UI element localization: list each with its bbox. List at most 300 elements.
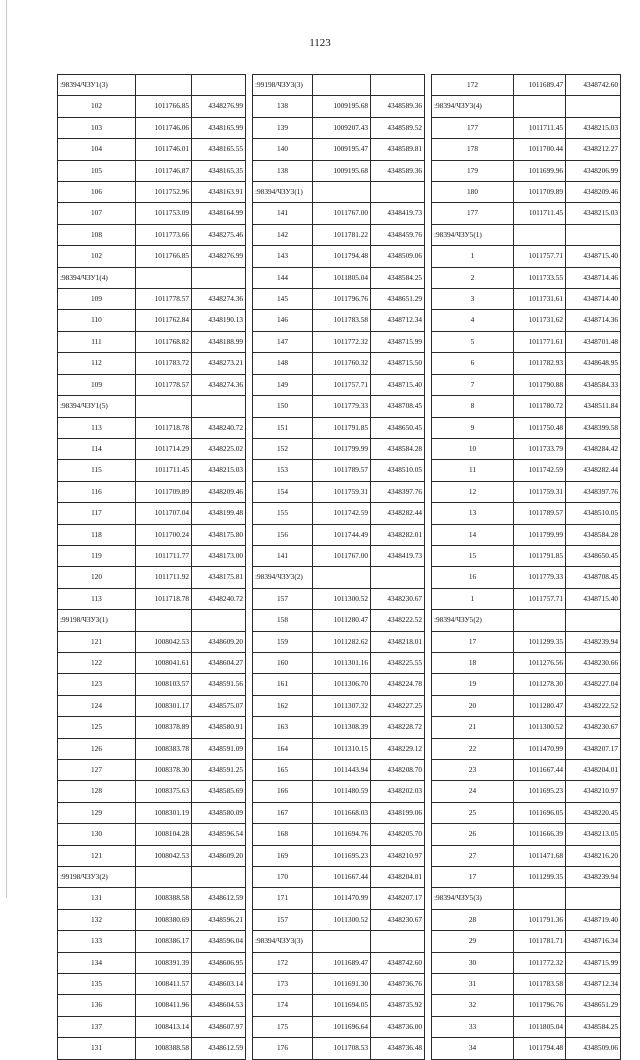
y-coordinate-cell: 4348701.48 [566, 331, 621, 352]
point-number-cell: 159 [253, 631, 313, 652]
y-coordinate-cell: 4348175.81 [192, 567, 246, 588]
y-coordinate-cell: 4348204.01 [566, 760, 621, 781]
point-number-cell: 148 [253, 353, 313, 374]
y-coordinate-cell: 4348165.35 [192, 160, 246, 181]
x-coordinate-cell: 1011746.01 [136, 139, 192, 160]
x-coordinate-cell: 1011789.57 [514, 503, 566, 524]
section-header-row [58, 267, 246, 288]
table-row [253, 888, 425, 909]
point-number-cell: 110 [58, 310, 136, 331]
table-row [58, 460, 246, 481]
point-number-cell: 163 [253, 717, 313, 738]
y-coordinate-cell: 4348240.72 [192, 588, 246, 609]
table-row [58, 1038, 246, 1059]
empty-cell [371, 75, 425, 96]
x-coordinate-cell: 1011759.31 [514, 481, 566, 502]
table-row [253, 139, 425, 160]
table-row [58, 374, 246, 395]
point-number-cell: 152 [253, 438, 313, 459]
empty-cell [566, 888, 621, 909]
table-row [432, 374, 621, 395]
point-number-cell: 175 [253, 1016, 313, 1037]
table-row [432, 760, 621, 781]
x-coordinate-cell: 1011790.88 [514, 374, 566, 395]
point-number-cell: 31 [432, 974, 514, 995]
x-coordinate-cell: 1008388.58 [136, 888, 192, 909]
table-row [432, 139, 621, 160]
x-coordinate-cell: 1011711.77 [136, 545, 192, 566]
point-number-cell: 179 [432, 160, 514, 181]
point-number-cell: 121 [58, 845, 136, 866]
y-coordinate-cell: 4348274.36 [192, 374, 246, 395]
x-coordinate-cell: 1011301.16 [313, 652, 371, 673]
x-coordinate-cell: 1011781.22 [313, 224, 371, 245]
table-row [253, 995, 425, 1016]
y-coordinate-cell: 4348173.00 [192, 545, 246, 566]
x-coordinate-cell: 1008391.39 [136, 952, 192, 973]
empty-cell [371, 567, 425, 588]
x-coordinate-cell: 1011791.85 [514, 545, 566, 566]
x-coordinate-cell: 1011744.49 [313, 524, 371, 545]
point-number-cell: 154 [253, 481, 313, 502]
y-coordinate-cell: 4348230.67 [371, 588, 425, 609]
x-coordinate-cell: 1011280.47 [514, 695, 566, 716]
point-number-cell: 149 [253, 374, 313, 395]
point-number-cell: 29 [432, 931, 514, 952]
table-row [58, 289, 246, 310]
table-row [432, 481, 621, 502]
x-coordinate-cell: 1011310.15 [313, 738, 371, 759]
y-coordinate-cell: 4348274.36 [192, 289, 246, 310]
point-number-cell: 108 [58, 224, 136, 245]
point-number-cell: 8 [432, 396, 514, 417]
y-coordinate-cell: 4348651.29 [566, 995, 621, 1016]
table-row [58, 931, 246, 952]
x-coordinate-cell: 1011757.71 [514, 588, 566, 609]
y-coordinate-cell: 4348609.20 [192, 631, 246, 652]
y-coordinate-cell: 4348276.99 [192, 96, 246, 117]
table-row [58, 974, 246, 995]
y-coordinate-cell: 4348210.97 [371, 845, 425, 866]
y-coordinate-cell: 4348604.53 [192, 995, 246, 1016]
empty-cell [136, 267, 192, 288]
table-row [432, 524, 621, 545]
point-number-cell: 156 [253, 524, 313, 545]
table-row [253, 289, 425, 310]
y-coordinate-cell: 4348591.56 [192, 674, 246, 695]
point-number-cell: 25 [432, 802, 514, 823]
y-coordinate-cell: 4348207.17 [371, 888, 425, 909]
y-coordinate-cell: 4348714.36 [566, 310, 621, 331]
point-number-cell: 3 [432, 289, 514, 310]
y-coordinate-cell: 4348459.76 [371, 224, 425, 245]
point-number-cell: 134 [58, 952, 136, 973]
y-coordinate-cell: 4348511.84 [566, 396, 621, 417]
point-number-cell: 113 [58, 417, 136, 438]
point-number-cell: 167 [253, 802, 313, 823]
point-number-cell: 115 [58, 460, 136, 481]
y-coordinate-cell: 4348580.09 [192, 802, 246, 823]
table-row [432, 1038, 621, 1059]
x-coordinate-cell: 1008375.63 [136, 781, 192, 802]
point-number-cell: 153 [253, 460, 313, 481]
table-row [432, 802, 621, 823]
empty-cell [136, 396, 192, 417]
y-coordinate-cell: 4348714.40 [566, 289, 621, 310]
x-coordinate-cell: 1011794.48 [313, 246, 371, 267]
empty-cell [313, 567, 371, 588]
page-number: 1123 [309, 37, 331, 49]
table-row [253, 331, 425, 352]
y-coordinate-cell: 4348589.36 [371, 96, 425, 117]
empty-cell [192, 867, 246, 888]
x-coordinate-cell: 1011278.30 [514, 674, 566, 695]
table-row [58, 652, 246, 673]
x-coordinate-cell: 1011791.85 [313, 417, 371, 438]
y-coordinate-cell: 4348575.07 [192, 695, 246, 716]
y-coordinate-cell: 4348228.72 [371, 717, 425, 738]
x-coordinate-cell: 1011307.32 [313, 695, 371, 716]
point-number-cell: 26 [432, 824, 514, 845]
x-coordinate-cell: 1011282.62 [313, 631, 371, 652]
point-number-cell: 139 [253, 117, 313, 138]
coordinate-tables [57, 74, 621, 1060]
point-number-cell: 117 [58, 503, 136, 524]
y-coordinate-cell: 4348175.80 [192, 524, 246, 545]
table-row [432, 246, 621, 267]
table-row [58, 438, 246, 459]
y-coordinate-cell: 4348715.99 [566, 952, 621, 973]
table-row [432, 417, 621, 438]
y-coordinate-cell: 4348584.25 [371, 267, 425, 288]
x-coordinate-cell: 1011783.72 [136, 353, 192, 374]
x-coordinate-cell: 1011470.99 [313, 888, 371, 909]
x-coordinate-cell: 1011768.82 [136, 331, 192, 352]
x-coordinate-cell: 1011778.57 [136, 374, 192, 395]
x-coordinate-cell: 1008103.57 [136, 674, 192, 695]
y-coordinate-cell: 4348736.00 [371, 1016, 425, 1037]
section-header-row [432, 96, 621, 117]
point-number-cell: 102 [58, 246, 136, 267]
section-header-row [432, 888, 621, 909]
point-number-cell: 140 [253, 139, 313, 160]
y-coordinate-cell: 4348224.78 [371, 674, 425, 695]
x-coordinate-cell: 1011694.05 [313, 995, 371, 1016]
y-coordinate-cell: 4348215.03 [566, 117, 621, 138]
parcel-section-label: :98394/ЧЗУ5(2) [432, 610, 514, 631]
y-coordinate-cell: 4348282.44 [371, 503, 425, 524]
point-number-cell: 172 [432, 75, 514, 96]
x-coordinate-cell: 1011796.76 [313, 289, 371, 310]
point-number-cell: 23 [432, 760, 514, 781]
y-coordinate-cell: 4348188.99 [192, 331, 246, 352]
table-row [58, 331, 246, 352]
y-coordinate-cell: 4348509.06 [371, 246, 425, 267]
table-row [432, 438, 621, 459]
empty-cell [192, 75, 246, 96]
point-number-cell: 169 [253, 845, 313, 866]
x-coordinate-cell: 1011767.00 [313, 545, 371, 566]
section-header-row [253, 931, 425, 952]
parcel-section-label: :99198/ЧЗУ3(2) [58, 867, 136, 888]
x-coordinate-cell: 1011711.45 [514, 117, 566, 138]
y-coordinate-cell: 4348240.72 [192, 417, 246, 438]
point-number-cell: 124 [58, 695, 136, 716]
point-number-cell: 116 [58, 481, 136, 502]
y-coordinate-cell: 4348213.05 [566, 824, 621, 845]
point-number-cell: 177 [432, 203, 514, 224]
table-row [58, 417, 246, 438]
y-coordinate-cell: 4348584.33 [566, 374, 621, 395]
table-row [253, 631, 425, 652]
empty-cell [566, 610, 621, 631]
scan-edge-line [6, 0, 7, 898]
section-header-row [253, 75, 425, 96]
table-row [58, 182, 246, 203]
section-header-row [432, 610, 621, 631]
y-coordinate-cell: 4348648.95 [566, 353, 621, 374]
parcel-section-label: :98394/ЧЗУ5(3) [432, 888, 514, 909]
x-coordinate-cell: 1008378.89 [136, 717, 192, 738]
table-row [432, 1016, 621, 1037]
x-coordinate-cell: 1011299.35 [514, 867, 566, 888]
y-coordinate-cell: 4348708.45 [566, 567, 621, 588]
y-coordinate-cell: 4348202.03 [371, 781, 425, 802]
x-coordinate-cell: 1011695.23 [514, 781, 566, 802]
x-coordinate-cell: 1011760.32 [313, 353, 371, 374]
point-number-cell: 119 [58, 545, 136, 566]
y-coordinate-cell: 4348399.58 [566, 417, 621, 438]
x-coordinate-cell: 1008411.96 [136, 995, 192, 1016]
table-row [432, 160, 621, 181]
table-row [432, 545, 621, 566]
y-coordinate-cell: 4348712.34 [566, 974, 621, 995]
x-coordinate-cell: 1011707.04 [136, 503, 192, 524]
x-coordinate-cell: 1009195.68 [313, 96, 371, 117]
x-coordinate-cell: 1011666.39 [514, 824, 566, 845]
table-row [253, 481, 425, 502]
y-coordinate-cell: 4348612.59 [192, 888, 246, 909]
x-coordinate-cell: 1011733.55 [514, 267, 566, 288]
table-row [432, 909, 621, 930]
empty-cell [136, 610, 192, 631]
x-coordinate-cell: 1011742.59 [514, 460, 566, 481]
parcel-section-label: :98394/ЧЗУ5(1) [432, 224, 514, 245]
table-row [58, 909, 246, 930]
point-number-cell: 4 [432, 310, 514, 331]
section-header-row [58, 610, 246, 631]
table-row [432, 460, 621, 481]
y-coordinate-cell: 4348742.60 [566, 75, 621, 96]
empty-cell [514, 224, 566, 245]
section-header-row [253, 182, 425, 203]
empty-cell [371, 931, 425, 952]
y-coordinate-cell: 4348715.40 [566, 246, 621, 267]
x-coordinate-cell: 1011805.04 [514, 1016, 566, 1037]
point-number-cell: 138 [253, 96, 313, 117]
y-coordinate-cell: 4348239.94 [566, 867, 621, 888]
x-coordinate-cell: 1011746.87 [136, 160, 192, 181]
table-row [432, 995, 621, 1016]
table-row [253, 610, 425, 631]
point-number-cell: 107 [58, 203, 136, 224]
table-row [58, 995, 246, 1016]
table-row [432, 203, 621, 224]
y-coordinate-cell: 4348199.06 [371, 802, 425, 823]
x-coordinate-cell: 1008411.57 [136, 974, 192, 995]
table-row [58, 353, 246, 374]
x-coordinate-cell: 1011767.00 [313, 203, 371, 224]
table-row [432, 310, 621, 331]
section-header-row [58, 396, 246, 417]
table-row [253, 224, 425, 245]
x-coordinate-cell: 1008383.78 [136, 738, 192, 759]
x-coordinate-cell: 1011766.85 [136, 246, 192, 267]
point-number-cell: 160 [253, 652, 313, 673]
table-row [58, 481, 246, 502]
empty-cell [371, 182, 425, 203]
point-number-cell: 10 [432, 438, 514, 459]
point-number-cell: 20 [432, 695, 514, 716]
table-row [432, 652, 621, 673]
table-row [253, 867, 425, 888]
y-coordinate-cell: 4348165.55 [192, 139, 246, 160]
point-number-cell: 172 [253, 952, 313, 973]
point-number-cell: 34 [432, 1038, 514, 1059]
table-row [58, 1016, 246, 1037]
x-coordinate-cell: 1011667.44 [313, 867, 371, 888]
x-coordinate-cell: 1011694.76 [313, 824, 371, 845]
x-coordinate-cell: 1011300.52 [313, 909, 371, 930]
table-row [58, 824, 246, 845]
parcel-section-label: :98394/ЧЗУ3(1) [253, 182, 313, 203]
table-row [432, 117, 621, 138]
y-coordinate-cell: 4348736.48 [371, 1038, 425, 1059]
x-coordinate-cell: 1008386.17 [136, 931, 192, 952]
y-coordinate-cell: 4348651.29 [371, 289, 425, 310]
y-coordinate-cell: 4348190.13 [192, 310, 246, 331]
x-coordinate-cell: 1011794.48 [514, 1038, 566, 1059]
x-coordinate-cell: 1011731.61 [514, 289, 566, 310]
x-coordinate-cell: 1011773.66 [136, 224, 192, 245]
y-coordinate-cell: 4348419.73 [371, 545, 425, 566]
y-coordinate-cell: 4348650.45 [566, 545, 621, 566]
y-coordinate-cell: 4348589.52 [371, 117, 425, 138]
x-coordinate-cell: 1011731.62 [514, 310, 566, 331]
table-row [253, 695, 425, 716]
point-number-cell: 147 [253, 331, 313, 352]
table-row [432, 674, 621, 695]
parcel-section-label: :98394/ЧЗУ3(3) [253, 931, 313, 952]
point-number-cell: 127 [58, 760, 136, 781]
point-number-cell: 161 [253, 674, 313, 695]
parcel-section-label: :98394/ЧЗУ1(4) [58, 267, 136, 288]
x-coordinate-cell: 1011691.30 [313, 974, 371, 995]
coordinate-table-2 [252, 74, 425, 1060]
section-header-row [253, 567, 425, 588]
table-row [432, 931, 621, 952]
point-number-cell: 111 [58, 331, 136, 352]
table-row [58, 888, 246, 909]
point-number-cell: 17 [432, 867, 514, 888]
y-coordinate-cell: 4348230.67 [566, 717, 621, 738]
y-coordinate-cell: 4348607.97 [192, 1016, 246, 1037]
table-row [253, 974, 425, 995]
table-row [253, 524, 425, 545]
section-header-row [432, 224, 621, 245]
table-row [253, 652, 425, 673]
y-coordinate-cell: 4348419.73 [371, 203, 425, 224]
y-coordinate-cell: 4348215.03 [192, 460, 246, 481]
point-number-cell: 11 [432, 460, 514, 481]
x-coordinate-cell: 1011689.47 [514, 75, 566, 96]
point-number-cell: 109 [58, 289, 136, 310]
y-coordinate-cell: 4348220.45 [566, 802, 621, 823]
x-coordinate-cell: 1009195.47 [313, 139, 371, 160]
point-number-cell: 157 [253, 588, 313, 609]
point-number-cell: 171 [253, 888, 313, 909]
y-coordinate-cell: 4348227.04 [566, 674, 621, 695]
table-row [58, 96, 246, 117]
table-row [58, 203, 246, 224]
empty-cell [514, 610, 566, 631]
table-row [432, 567, 621, 588]
section-header-row [58, 867, 246, 888]
empty-cell [313, 931, 371, 952]
y-coordinate-cell: 4348282.44 [566, 460, 621, 481]
point-number-cell: 126 [58, 738, 136, 759]
point-number-cell: 27 [432, 845, 514, 866]
x-coordinate-cell: 1011799.99 [313, 438, 371, 459]
table-row [432, 75, 621, 96]
x-coordinate-cell: 1011796.76 [514, 995, 566, 1016]
table-row [432, 588, 621, 609]
x-coordinate-cell: 1008413.14 [136, 1016, 192, 1037]
y-coordinate-cell: 4348230.67 [371, 909, 425, 930]
point-number-cell: 109 [58, 374, 136, 395]
parcel-section-label: :98394/ЧЗУ3(4) [432, 96, 514, 117]
table-row [432, 845, 621, 866]
x-coordinate-cell: 1011471.68 [514, 845, 566, 866]
y-coordinate-cell: 4348596.54 [192, 824, 246, 845]
point-number-cell: 18 [432, 652, 514, 673]
x-coordinate-cell: 1011718.78 [136, 417, 192, 438]
point-number-cell: 32 [432, 995, 514, 1016]
point-number-cell: 141 [253, 545, 313, 566]
empty-cell [192, 396, 246, 417]
table-row [432, 952, 621, 973]
y-coordinate-cell: 4348584.28 [371, 438, 425, 459]
section-header-row [58, 75, 246, 96]
y-coordinate-cell: 4348222.52 [371, 610, 425, 631]
point-number-cell: 138 [253, 160, 313, 181]
y-coordinate-cell: 4348716.34 [566, 931, 621, 952]
table-row [432, 267, 621, 288]
point-number-cell: 146 [253, 310, 313, 331]
x-coordinate-cell: 1011783.58 [313, 310, 371, 331]
empty-cell [136, 75, 192, 96]
x-coordinate-cell: 1011733.79 [514, 438, 566, 459]
table-row [58, 631, 246, 652]
table-row [253, 845, 425, 866]
y-coordinate-cell: 4348715.50 [371, 353, 425, 374]
y-coordinate-cell: 4348603.14 [192, 974, 246, 995]
y-coordinate-cell: 4348212.27 [566, 139, 621, 160]
y-coordinate-cell: 4348282.01 [371, 524, 425, 545]
empty-cell [192, 610, 246, 631]
table-row [432, 717, 621, 738]
coordinate-table-1 [57, 74, 246, 1060]
